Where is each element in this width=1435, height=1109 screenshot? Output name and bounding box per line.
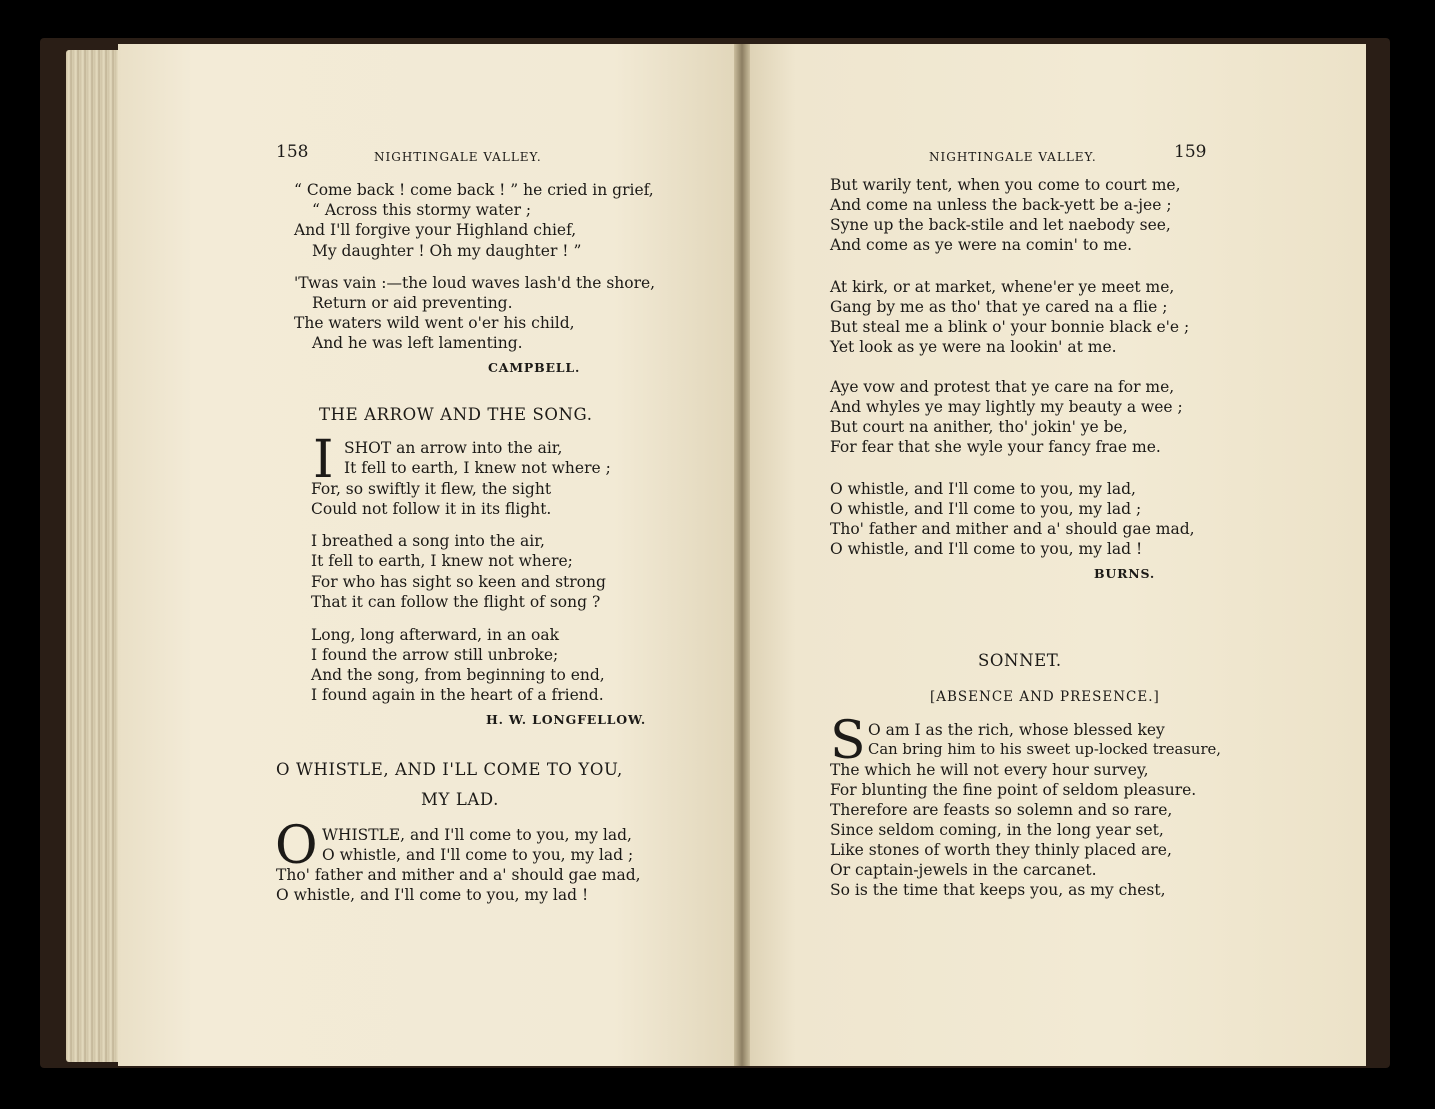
- poem-line: But warily tent, when you come to court me,: [830, 176, 1181, 194]
- poem-subtitle-sonnet: [ABSENCE AND PRESENCE.]: [930, 689, 1160, 705]
- running-head-right: NIGHTINGALE VALLEY.: [929, 150, 1097, 164]
- poem-line: O whistle, and I'll come to you, my lad,: [830, 480, 1136, 498]
- poem-line: I breathed a song into the air,: [311, 532, 545, 550]
- poem-line: The waters wild went o'er his child,: [294, 314, 575, 332]
- poem-line: Syne up the back-stile and let naebody see,: [830, 216, 1171, 234]
- poem-line: And he was left lamenting.: [312, 334, 523, 352]
- attribution-burns: BURNS.: [1094, 566, 1156, 581]
- attribution-longfellow: H. W. LONGFELLOW.: [486, 712, 646, 727]
- poem-line: And the song, from beginning to end,: [311, 666, 605, 684]
- poem-line: For blunting the fine point of seldom pleasure.: [830, 781, 1197, 799]
- poem-line: At kirk, or at market, whene'er ye meet me,: [830, 278, 1175, 296]
- poem-line: Aye vow and protest that ye care na for me,: [830, 378, 1175, 396]
- poem-line: Could not follow it in its flight.: [311, 500, 552, 518]
- poem-title-whistle: O WHISTLE, AND I'LL COME TO YOU,: [276, 760, 623, 779]
- drop-cap-s: S: [830, 711, 866, 771]
- poem-line: For, so swiftly it flew, the sight: [311, 480, 552, 498]
- poem-line: But court na anither, tho' jokin' ye be,: [830, 418, 1128, 436]
- poem-line: Therefore are feasts so solemn and so rare,: [830, 801, 1173, 819]
- poem-line: “ Come back ! come back ! ” he cried in grief,: [294, 181, 654, 199]
- poem-line: Long, long afterward, in an oak: [311, 626, 559, 644]
- poem-title-sonnet: SONNET.: [978, 651, 1062, 670]
- page-edges: [66, 50, 122, 1062]
- poem-line: It fell to earth, I knew not where ;: [344, 459, 611, 477]
- poem-line: O whistle, and I'll come to you, my lad !: [830, 540, 1143, 558]
- poem-line: The which he will not every hour survey,: [830, 761, 1149, 779]
- poem-line: 'Twas vain :—the loud waves lash'd the shore,: [294, 274, 656, 292]
- poem-line: My daughter ! Oh my daughter ! ”: [312, 242, 582, 260]
- poem-line: “ Across this stormy water ;: [312, 201, 532, 219]
- poem-line: WHISTLE, and I'll come to you, my lad,: [322, 826, 632, 844]
- poem-line: And I'll forgive your Highland chief,: [294, 221, 577, 239]
- poem-line: Gang by me as tho' that ye cared na a flie ;: [830, 298, 1168, 316]
- poem-line: SHOT an arrow into the air,: [344, 439, 563, 457]
- poem-line: Or captain-jewels in the carcanet.: [830, 861, 1097, 879]
- poem-line: I found the arrow still unbroke;: [311, 646, 559, 664]
- poem-line: O whistle, and I'll come to you, my lad !: [276, 886, 589, 904]
- poem-line: But steal me a blink o' your bonnie black e'e ;: [830, 318, 1190, 336]
- page-number-left: 158: [276, 142, 309, 162]
- poem-line: For who has sight so keen and strong: [311, 573, 606, 591]
- poem-line: Like stones of worth they thinly placed are,: [830, 841, 1172, 859]
- poem-line: And whyles ye may lightly my beauty a wee ;: [830, 398, 1183, 416]
- poem-title-arrow: THE ARROW AND THE SONG.: [319, 405, 593, 424]
- book-gutter: [734, 44, 750, 1066]
- poem-line: Return or aid preventing.: [312, 294, 513, 312]
- poem-title-whistle-line2: MY LAD.: [421, 790, 499, 809]
- page-number-right: 159: [1174, 142, 1207, 162]
- poem-line: And come as ye were na comin' to me.: [830, 236, 1133, 254]
- drop-cap-i: I: [313, 430, 334, 490]
- poem-line: Tho' father and mither and a' should gae mad,: [830, 520, 1195, 538]
- poem-line: Since seldom coming, in the long year set,: [830, 821, 1164, 839]
- poem-line: Tho' father and mither and a' should gae mad,: [276, 866, 641, 884]
- poem-line: O whistle, and I'll come to you, my lad ;: [830, 500, 1142, 518]
- attribution-campbell: CAMPBELL.: [488, 360, 581, 375]
- poem-line: That it can follow the flight of song ?: [311, 593, 601, 611]
- poem-line: For fear that she wyle your fancy frae me.: [830, 438, 1161, 456]
- poem-line: And come na unless the back-yett be a-jee ;: [830, 196, 1172, 214]
- poem-line: Can bring him to his sweet up-locked treasure,: [868, 741, 1221, 758]
- running-head-left: NIGHTINGALE VALLEY.: [374, 150, 542, 164]
- poem-line: So is the time that keeps you, as my chest,: [830, 881, 1166, 899]
- poem-line: O am I as the rich, whose blessed key: [868, 721, 1165, 739]
- poem-line: It fell to earth, I knew not where;: [311, 552, 573, 570]
- poem-line: Yet look as ye were na lookin' at me.: [830, 338, 1117, 356]
- drop-cap-o: O: [275, 816, 318, 876]
- poem-line: O whistle, and I'll come to you, my lad ;: [322, 846, 634, 864]
- poem-line: I found again in the heart of a friend.: [311, 686, 604, 704]
